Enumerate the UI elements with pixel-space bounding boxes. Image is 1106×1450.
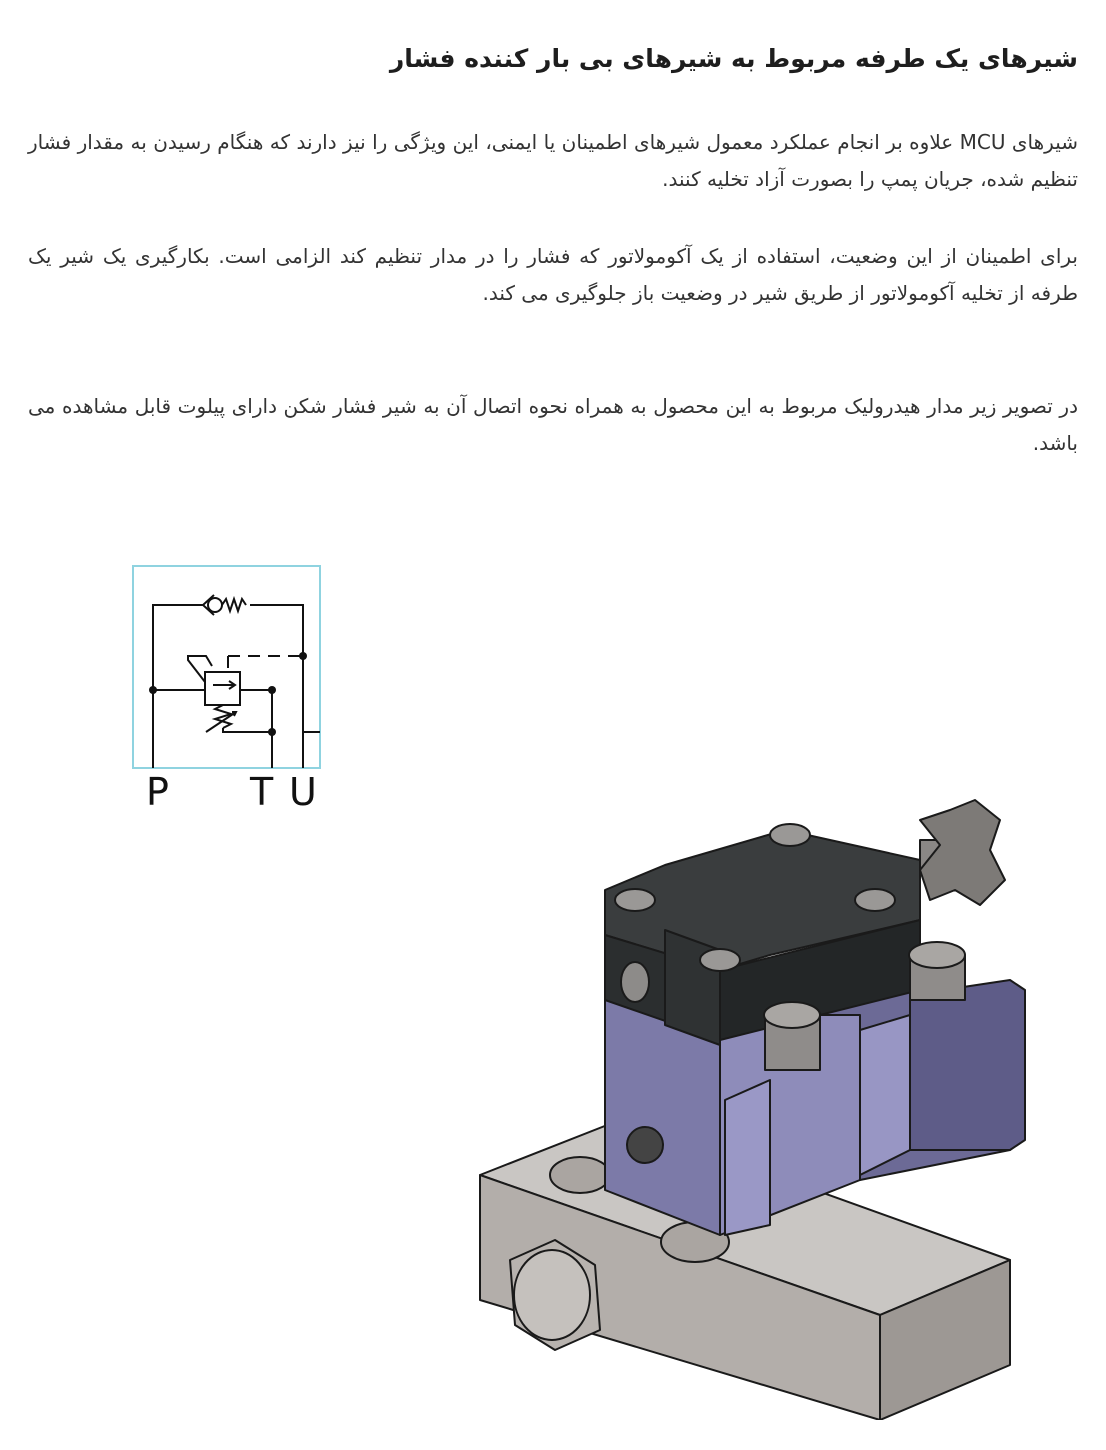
- port-label-t: T: [250, 770, 274, 814]
- hydraulic-circuit-diagram: [128, 560, 328, 820]
- subplate-hole: [550, 1157, 610, 1193]
- adjust-knob: [920, 800, 1005, 905]
- page-title: شیرهای یک طرفه مربوط به شیرهای بی بار کننده فشار: [389, 44, 1078, 73]
- paragraph-figure-caption: در تصویر زیر مدار هیدرولیک مربوط به این محصول به همراه نحوه اتصال آن به شیر فشار شکن دارای پیلوت قابل مشاهده می باشد.: [28, 394, 1078, 455]
- schematic-frame: [133, 566, 320, 768]
- check-valve-spring: [222, 599, 246, 611]
- port-label-u: U: [289, 770, 317, 814]
- relief-valve-box: [205, 672, 240, 705]
- paragraph-accumulator: برای اطمینان از این وضعیت، استفاده از یک آکومولاتور که فشار را در مدار تنظیم کند الزامی است. بکارگیری یک شیر یک طرفه از تخلیه آکومولاتور از طریق شیر در وضعیت باز جلوگیری می کند.: [28, 244, 1078, 305]
- port-label-p: P: [146, 770, 169, 814]
- check-valve-line: [153, 605, 203, 690]
- screw-head: [615, 889, 655, 911]
- paragraph-intro: شیرهای MCU علاوه بر انجام عملکرد معمول شیرهای اطمینان یا ایمنی، این ویژگی را نیز دارند که هنگام رسیدن به مقدار فشار تنظیم شده، جریان پمپ را بصورت آزاد تخلیه کنند.: [28, 130, 1079, 191]
- check-valve-ball: [208, 598, 222, 612]
- valve-3d-illustration: [470, 790, 1030, 1420]
- valve-body-slot: [860, 1015, 910, 1175]
